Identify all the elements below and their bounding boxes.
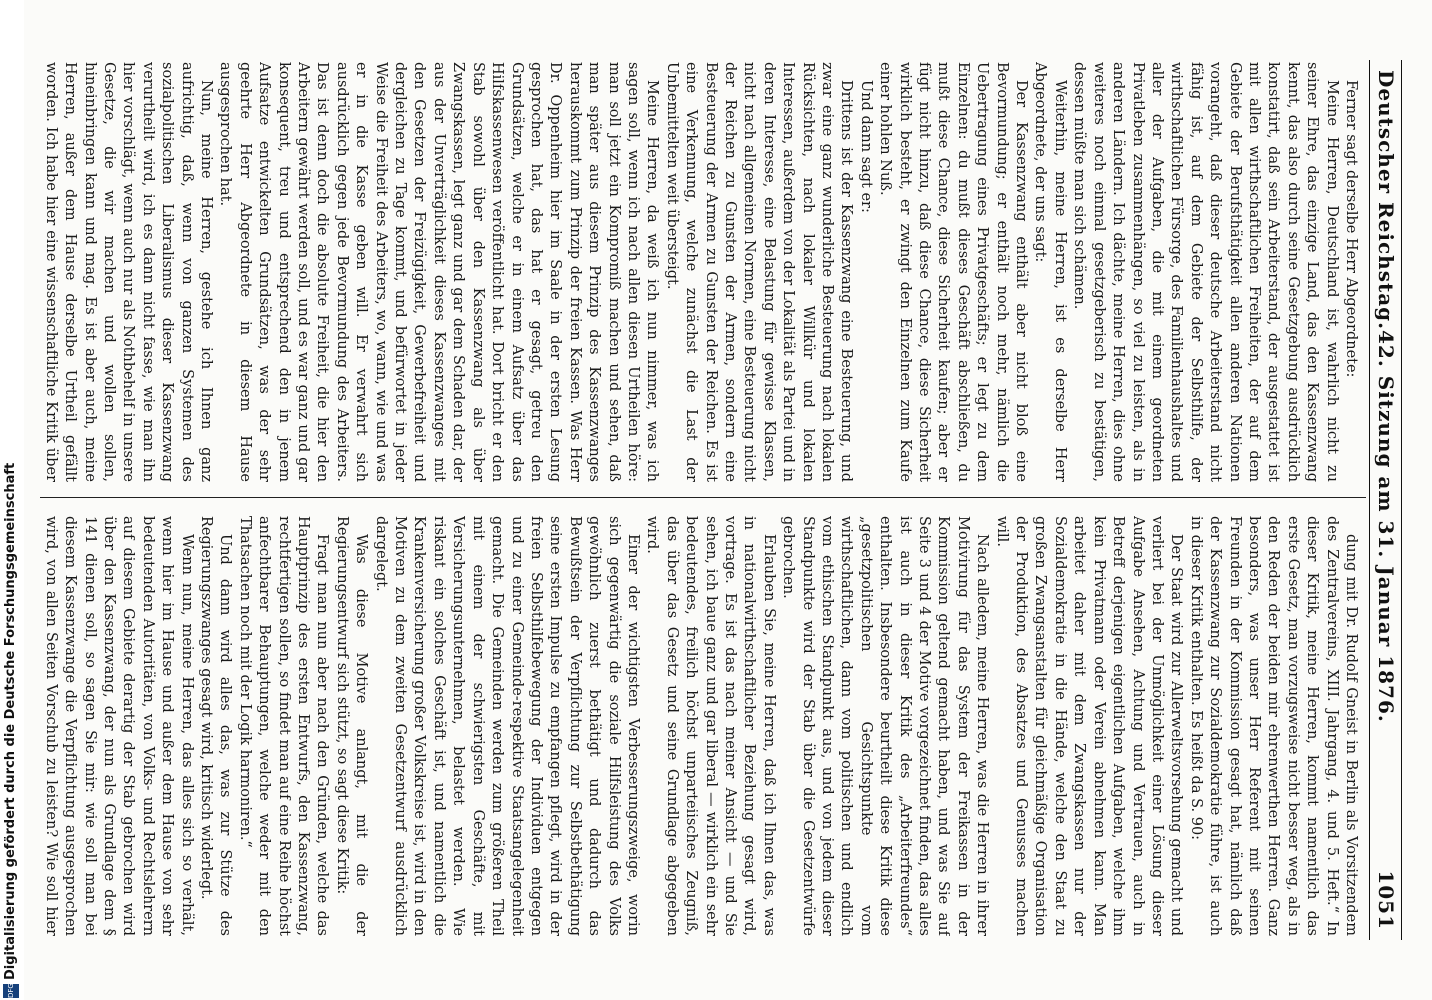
paragraph: dung mit Dr. Rudolf Gneist in Berlin als Vorsitzendem des Zentralvereins, XIII. Jahrgang, 4. und 5. Heft.“ In dieser Kritik, meine Herren, kommt namentlich das erste Gesetz, man vorzugsweise nicht besser weg, als in den Reden der beiden mir ehrenwerthen Herren. Ganz besonders, was unser Herr Referent mit seinen Freunden in der Kommission gesagt hat, nämlich daß der Kassenzwang zur Sozialdemokratie führe, ist auch in dieser Kritik enthalten. Es heißt da S. 90: xyxy=(1187,516,1359,936)
paragraph: Der Kassenzwang enthält aber nicht bloß eine Bevormundung; er enthält noch mehr, nämlich die Uebertragung eines Privatgeschäfts; er legt zu dem Einzelnen: du mußt dieses Geschäft abschließen, du mußt diese Chance, diese Sicherheit kaufen; aber er fügt nicht hinzu, daß diese Chance, diese Sicherheit wirklich besteht, er zwingt den Einzelnen zum Kaufe einer hohlen Nuß. xyxy=(877,62,1030,482)
paragraph: Drittens ist der Kassenzwang eine Besteuerung, und zwar eine ganz wunderliche Besteuerung nach lokalen Rücksichten, nach lokaler Willkür und lokalen Interessen, außerdem von der Lokalität als Partei und in deren Interesse, eine Belastung für gewisse Klassen, nicht nach allgemeinen Normen, eine Besteuerung nicht der Reichen zu Gunsten der Armen, sondern eine Besteuerung der Armen zu Gunsten der Reichen. Es ist eine Verkennung, welche zunächst die Last der Unbemittelten weit übersteigt. xyxy=(663,62,855,482)
paragraph: Erlauben Sie, meine Herren, daß ich Ihnen das, was in nationalwirthschaftlicher Beziehung gesagt wird, vortrage. Es ist das nach meiner Ansicht — und Sie sehen, ich baue ganz und gar liberal — wirklich ein sehr bedeutendes, freilich höchst unparteiisches Zeugniß, das über das Gesetz und seine Grundlage abgegeben wird. xyxy=(644,516,777,936)
paragraph: Fragt man nun aber nach den Gründen, welche das Hauptprinzip des ersten Entwurfs, den Kassenzwang, rechtfertigen sollen, so findet man auf eine Reihe höchst anfechtbarer Behauptungen, welche weder mit den Thatsachen noch mit der Logik harmoniren.“ xyxy=(236,516,331,936)
paragraph: Nun, meine Herren, gestehe ich Ihnen ganz aufrichtig, daß, wenn von ganzen Systemen des sozialpolitischen Liberalismus dieser Kassenzwang verurtheilt wird, ich es dann nicht fasse, wie man ihn hier vorschlägt, wenn auch nur als Nothbehelf in unsere Gesetze, die wir machen und wollen sollen, hineinbringen kann und mag. Es ist aber auch, meine Herren, außer dem Hause derselbe Urtheil gefällt worden. Ich habe hier eine wissenschaftliche Kritik über xyxy=(42,62,215,482)
running-title: Deutscher Reichstag. xyxy=(1374,70,1398,331)
paragraph: Ferner sagt derselbe Herr Abgeordnete: xyxy=(1343,80,1359,378)
paragraph: Meine Herren, da weiß ich nun nimmer, was ich sagen soll, wenn ich nach allen diesen Urtheilen höre: man soll jetzt ein Kompromiß machen und sehen, daß man später aus diesem Prinzip des Kassenzwanges herauskommt zum Prinzip der freien Kassen. Was Herr Dr. Oppenheim hier im Saale in der ersten Lesung gesprochen hat, das hat er gesagt, getreu den Grundsätzen, welche er in einem Aufsatz über das Hilfskassenwesen veröffentlicht hat. Dort bricht er den Stab sowohl über den Kassenzwang als über Zwangskassen, legt ganz und gar dem Schaden dar, der aus der Unverträglichkeit dieses Kassenzwanges mit den Gesetzen der Freizügigkeit, Gewerbefreiheit und dergleichen zu Tage kommt, und befürwortet in jeder Weise die Freiheit des Arbeiters, wo, wann, wie und was er in die Kasse geben will. Er verwahrt sich ausdrücklich gegen jede Bevormundung des Arbeiters. Das ist denn doch die absolute Freiheit, die hier den Arbeitern gewährt werden soll, und es war ganz und gar konsequent, treu und entsprechend den in jenem Aufsatze entwickelten Grundsätzen, was der sehr geehrte Herr Abgeordnete in diesem Hause ausgesprochen hat. xyxy=(217,62,661,482)
digitization-footer xyxy=(0,0,24,1000)
page-header xyxy=(1372,0,1432,1000)
paragraph: Weiterhin, meine Herren, ist es derselbe Herr Abgeordnete, der uns sagt: xyxy=(1032,62,1068,482)
paragraph: Nach alledem, meine Herren, was die Herren in ihrer Motivirung für das System der Freikassen in der Kommission geltend gemacht haben, und was Sie auf Seite 3 und 4 der Motive vorgezeichnet finden, das alles ist auch in dieser Kritik des „Arbeiterfreundes“ enthalten. Insbesondere beurtheilt diese Kritik diese „gesetzpolitischen Gesichtspunkte vom wirthschaftlichen, dann vom politischen und endlich vom ethischen Standpunkt aus, und von jedem dieser Standpunkte wird der Stab über die Gesetzentwürfe gebrochen. xyxy=(780,516,991,936)
dfg-logo-icon: DFG xyxy=(3,984,19,998)
text-column-right xyxy=(40,516,1360,936)
paragraph: Der Staat wird zur Allerweltsvorsehung gemacht und verliert bei der Unmöglichkeit einer Lösung dieser Aufgabe Ansehen, Achtung und Vertrauen, auch in Betreff derjenigen eigentlichen Aufgaben, welche ihm kein Privatmann oder Verein abnehmen kann. Man arbeitet daher mit dem Zwangskassen nur der Sozialdemokratie in die Hände, welche den Staat zu großen Zwangsanstalten für gleichmäßige Organisation der Produktion, des Absatzes und Genusses machen will. xyxy=(993,516,1185,936)
paragraph: Meine Herren, Deutschland ist, wahrlich nicht zu seiner Ehre, das einzige Land, das den Kassenzwang kennt, das also durch seine Gesetzgebung ausdrücklich konstatirt, daß sein Arbeiterstand, der ausgestattet ist mit allen wirthschaftlichen Freiheiten, der auf dem Gebiete der Berufsthätigkeit allen anderen Nationen vorangeht, daß dieser deutsche Arbeiterstand nicht fähig ist, auf dem Gebiete der Selbsthilfe, der wirthschaftlichen Fürsorge, des Familienhaushaltes und aller der Aufgaben, die mit einem geordneten Privatleben zusammenhängen, so viel zu leisten, als in anderen Ländern. Ich dächte, meine Herren, dies ohne weiteres noch einmal gesetzgeberisch zu bestätigen, dessen müßte man sich schämen. xyxy=(1071,62,1340,482)
paragraph: Einer der wichtigsten Verbesserungszweige, worin sich gegenwärtig die soziale Hilfsleistung des Volks gewöhnlich zuerst bethätigt und dadurch das Bewußtsein der Verpflichtung zur Selbstbethätigung seine ersten Impulse zu empfangen pflegt, wird in der freien Selbsthilfebewegung der Individuen entgegen und zu einer Gemeinde-respektive Staatsangelegenheit gemacht. Die Gemeinden werden zum größeren Theil mit einem der schwierigsten Geschäfte, mit Versicherungsunternehmen, belastet werden. Wie riskant ein solches Geschäft ist, und namentlich die Krankenversicherung großer Volkskreise ist, wird in den Motiven zu dem zweiten Gesetzentwurf ausdrücklich dargelegt. xyxy=(372,516,641,936)
paragraph: Was diese Motive anlangt, mit die der Regierungsentwurf sich stützt, so sagt diese Kritik: xyxy=(333,516,370,936)
footer-credit: Digitalisierung gefördert durch die Deutsche Forschungsgemeinschaft xyxy=(3,462,18,980)
page-number: 1051 xyxy=(1374,870,1398,930)
session-title: 42. Sitzung am 31. Januar 1876. xyxy=(1374,330,1398,723)
column-divider xyxy=(40,497,1366,498)
header-rule xyxy=(1369,60,1370,940)
paragraph: Und dann wird alles das, was zur Stütze des Regierungszwanges gesagt wird, kritisch widerlegt. xyxy=(198,516,234,936)
paragraph: Und dann sagt er: xyxy=(857,80,874,213)
paragraph: Wenn nun, meine Herren, das alles sich so verhält, wenn hier im Hause und außer dem Hause von sehr bedeutenden Autoritäten, von Volks- und Rechtslehrern auf diesem Gebiete derartig der Stab gebrochen wird über den Kassenzwang, der nun als Grundlage dem § 141 dienen soll, so sagen Sie mir: wie soll man bei diesem Kassenzwange die Verpflichtung ausgesprochen wird, von allen Seiten Vorschub zu leisten? Wie soll hier xyxy=(42,516,195,936)
text-column-left xyxy=(40,62,1360,482)
header-rule xyxy=(1401,60,1402,940)
